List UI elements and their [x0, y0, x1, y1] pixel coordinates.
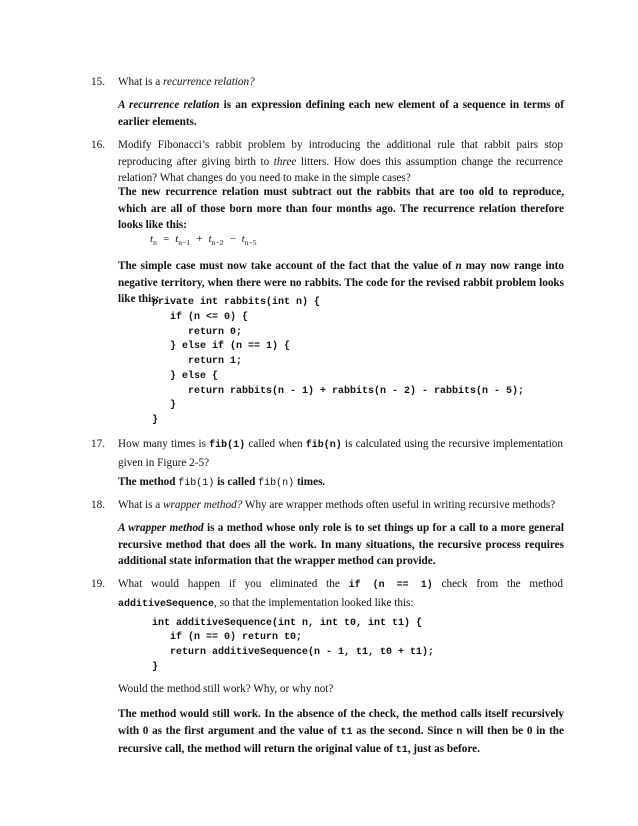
answer-text: is a method whose only role is to set things up for a call to a more general recursive method that does all the work. In many situations, the recursive process requires additional state information that the wrapper method can provide.: [118, 522, 564, 567]
inline-code: fib(n): [258, 478, 295, 489]
recurrence-formula: $t_n = t_{n-1} + t_{n-2} - t_{n-5}$: [150, 233, 257, 248]
code-line: return rabbits(n - 1) + rabbits(n - 2) - rabbits(n - 5);: [152, 386, 525, 397]
question-text: , so that the implementation looked like this:: [214, 596, 414, 609]
question-text: What would happen if you eliminated the: [118, 578, 349, 590]
answer-term: A recurrence relation: [118, 99, 220, 111]
inline-code: if (n == 1): [348, 580, 433, 591]
question-text: called when: [245, 438, 306, 450]
inline-code: additiveSequence: [118, 598, 215, 610]
inline-code: fib(1): [209, 440, 246, 451]
question-18: [93, 497, 563, 514]
question-number: 18.: [91, 499, 105, 511]
answer-19: [118, 706, 564, 760]
code-line: } else {: [152, 371, 219, 382]
inline-code: t1: [395, 745, 408, 756]
question-text: What is a: [118, 76, 164, 88]
question-text-cont: litters. How does this assumption change the recurrence relation? What changes do you need to make in the simple cases?: [118, 155, 564, 184]
code-line: return 1;: [152, 356, 243, 367]
question-number: 15.: [91, 76, 105, 88]
answer-text: times.: [294, 476, 326, 488]
answer-term: A wrapper method: [118, 522, 204, 534]
question-text: is calculated using the recursive implementation given in Figure 2-5?: [118, 438, 563, 469]
inline-code: fib(1): [178, 478, 215, 489]
code-line: private int rabbits(int n) {: [152, 297, 321, 308]
code-line: return additiveSequence(n - 1, t1, t0 + t1);: [152, 647, 435, 658]
inline-code: t1: [340, 726, 353, 738]
code-line: if (n == 0) return t0;: [152, 632, 303, 643]
answer-text: , just as before.: [407, 743, 480, 755]
inline-code: n: [456, 726, 463, 738]
code-line: return 0;: [152, 327, 243, 338]
answer-16-part1: The new recurrence relation must subtract out the rabbits that are too old to reproduce, which are all of those born more than four months ago. The recurrence relation therefore looks like this:: [118, 186, 564, 231]
answer-text: The method would still work. In the absence of the check, the method calls itself recursively with 0 as the first argument and the value of: [118, 708, 564, 737]
question-number: 16.: [91, 139, 105, 151]
question-text: How many times is: [118, 438, 210, 450]
question-text: Why are wrapper methods often useful in writing recursive methods?: [242, 499, 556, 511]
question-17: [93, 436, 563, 471]
answer-text: The method: [118, 476, 179, 488]
question-19-followup: Would the method still work? Why, or why not?: [118, 683, 334, 695]
question-number: 17.: [91, 438, 105, 450]
answer-17: [118, 474, 564, 493]
answer-text: is an expression defining each new element of a sequence in terms of earlier elements.: [118, 99, 564, 128]
code-line: }: [152, 400, 177, 411]
code-line: } else if (n == 1) {: [152, 341, 291, 352]
question-emphasis: wrapper method?: [163, 499, 243, 511]
code-line: }: [152, 662, 159, 673]
question-text: Modify Fibonacci’s rabbit problem by introducing the additional rule that rabbit pairs stop reproducing after giving birth to: [118, 139, 563, 168]
question-emphasis: three: [273, 155, 297, 168]
question-number: 19.: [91, 578, 105, 590]
question-19: [93, 576, 563, 613]
code-line: }: [152, 415, 159, 426]
answer-text: is called: [214, 476, 259, 488]
answer-text: as the second. Since: [352, 724, 457, 737]
code-line: int additiveSequence(int n, int t0, int t1) {: [152, 618, 423, 629]
answer-16-part2: The simple case must now take account of the fact that the value of n may now range into negative territory, when there were no rabbits. The code for the revised rabbit problem looks like this:: [118, 260, 564, 305]
question-emphasis: recurrence relation?: [163, 76, 255, 88]
answer-text: will then be 0 in the recursive call, the method will return the original value of: [118, 724, 564, 755]
inline-code: fib(n): [305, 440, 342, 451]
code-line: if (n <= 0) {: [152, 312, 249, 323]
question-text: check from the method: [432, 578, 563, 590]
answer-18: [118, 520, 564, 570]
question-text: What is a: [118, 499, 164, 511]
